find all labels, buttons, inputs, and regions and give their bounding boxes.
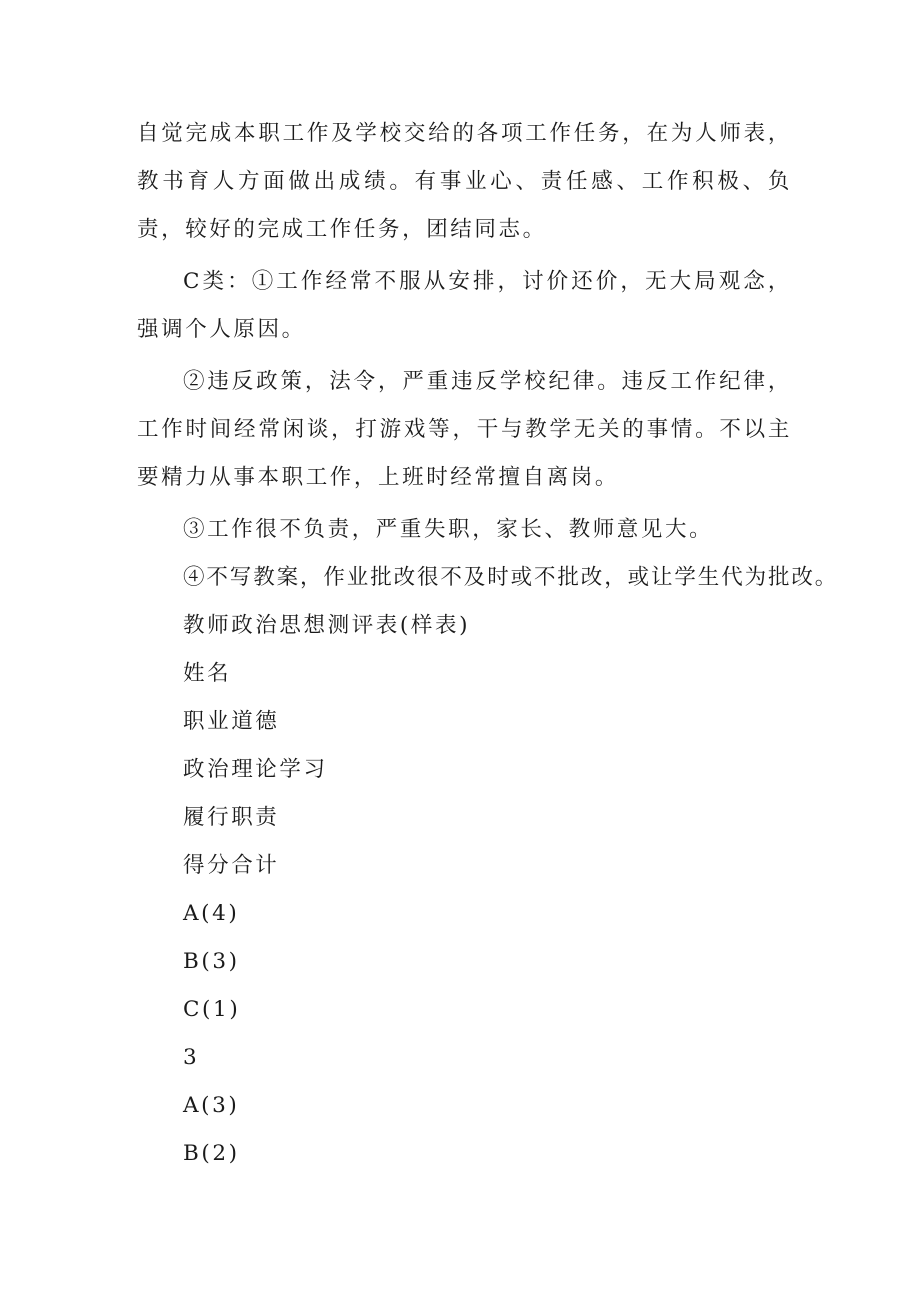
paragraph-c-category-item-4: ④不写教案，作业批改很不及时或不批改，或让学生代为批改。	[183, 565, 839, 590]
table-cell-grade-a4: A(4)	[183, 901, 240, 926]
table-cell-professional-ethics: 职业道德	[183, 709, 280, 734]
table-cell-grade-c1: C(1)	[183, 997, 241, 1022]
table-cell-name: 姓名	[183, 661, 232, 686]
table-cell-political-theory: 政治理论学习	[183, 757, 328, 782]
paragraph-c-category-item-1: C类：①工作经常不服从安排，讨价还价，无大局观念，强调个人原因。	[137, 269, 792, 342]
table-title: 教师政治思想测评表(样表)	[183, 613, 471, 638]
table-cell-duties: 履行职责	[183, 805, 280, 830]
paragraph-c-category-item-2: ②违反政策，法令，严重违反学校纪律。违反工作纪律，工作时间经常闲谈，打游戏等，干与教学无关的事情。不以主要精力从事本职工作，上班时经常擅自离岗。	[137, 369, 792, 490]
table-cell-number-3: 3	[183, 1045, 200, 1070]
table-cell-grade-b3: B(3)	[183, 949, 240, 974]
table-cell-grade-b2: B(2)	[183, 1141, 240, 1166]
table-cell-total-score: 得分合计	[183, 853, 280, 878]
document-body	[137, 110, 839, 1178]
table-cell-grade-a3: A(3)	[183, 1093, 240, 1118]
paragraph-b-category-continued: 自觉完成本职工作及学校交给的各项工作任务，在为人师表，教书育人方面做出成绩。有事业心、责任感、工作积极、负责，较好的完成工作任务，团结同志。	[137, 121, 792, 242]
paragraph-c-category-item-3: ③工作很不负责，严重失职，家长、教师意见大。	[183, 517, 714, 542]
